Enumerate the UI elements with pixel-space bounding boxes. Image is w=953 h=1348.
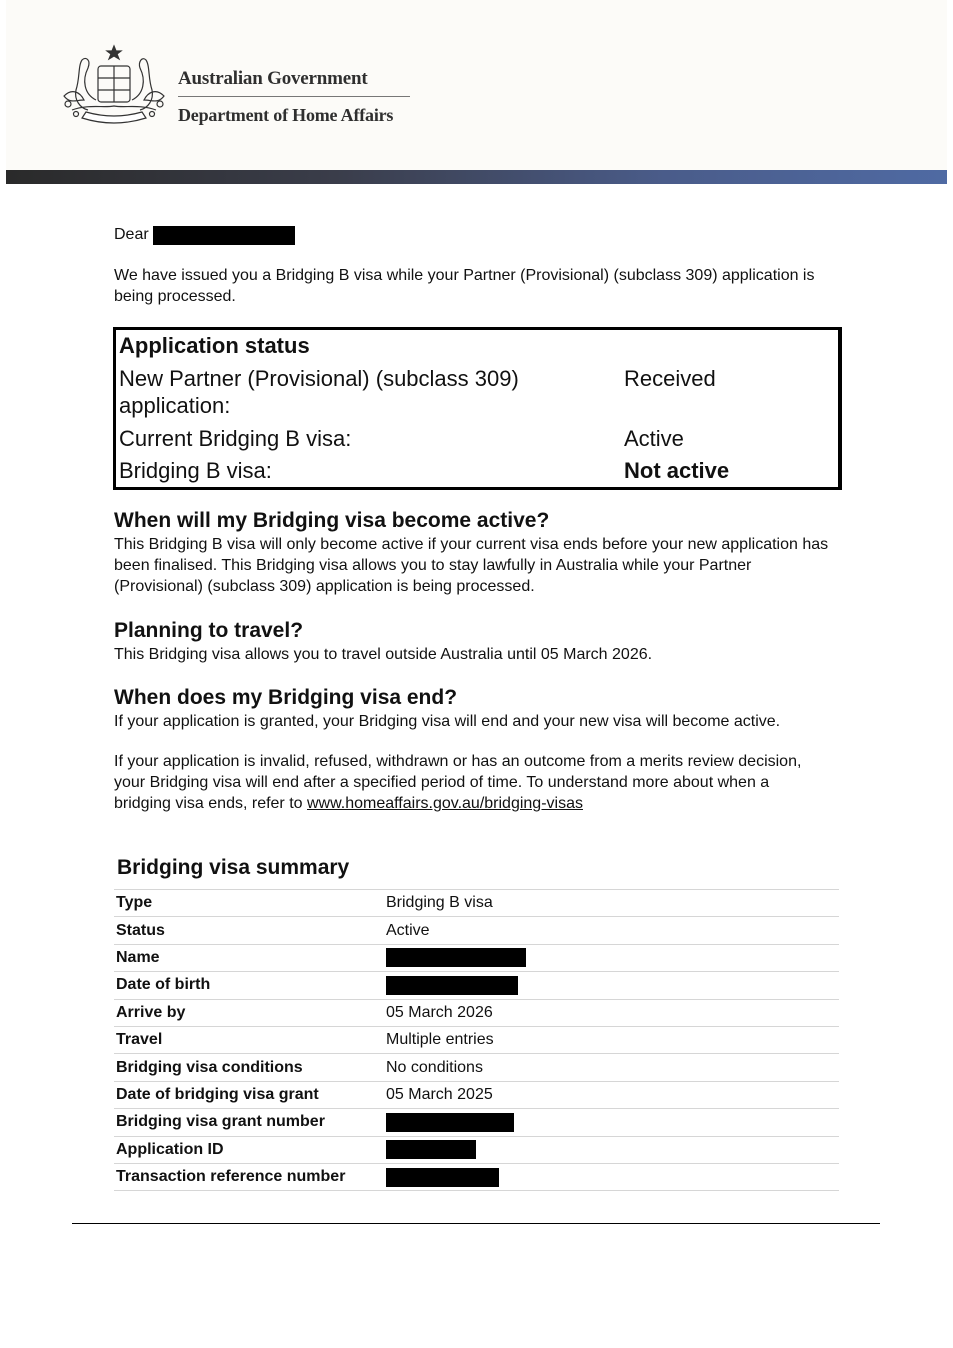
redacted-name: [386, 948, 526, 967]
redacted-date-of-birth: [386, 976, 518, 995]
status-label: Bridging B visa:: [119, 458, 272, 483]
footer-divider: [72, 1223, 880, 1224]
summary-value: Active: [383, 917, 839, 944]
redacted-transaction-reference: [386, 1168, 499, 1187]
header-color-bar: [6, 170, 947, 184]
status-value: Not active: [624, 458, 730, 483]
table-row: [114, 944, 839, 971]
status-title: Application status: [119, 333, 310, 358]
org-divider: [178, 96, 410, 97]
section-visa-end: [114, 685, 814, 814]
summary-key: Application ID: [114, 1136, 383, 1163]
section-heading: Planning to travel?: [114, 619, 304, 642]
summary-key: Transaction reference number: [114, 1163, 383, 1190]
summary-key: Date of bridging visa grant: [114, 1081, 383, 1108]
summary-value: [383, 1163, 839, 1190]
status-value: Active: [624, 426, 684, 451]
table-row: [114, 1109, 839, 1136]
letter-opening: [114, 224, 840, 307]
summary-value: No conditions: [383, 1054, 839, 1081]
summary-value: 05 March 2025: [383, 1081, 839, 1108]
intro-paragraph: We have issued you a Bridging B visa while your Partner (Provisional) (subclass 309) application is being processed.: [114, 267, 815, 305]
table-row: [114, 1136, 839, 1163]
summary-key: Arrive by: [114, 999, 383, 1026]
summary-key: Date of birth: [114, 972, 383, 999]
status-label: Current Bridging B visa:: [119, 426, 352, 451]
summary-key: Status: [114, 917, 383, 944]
table-row: [114, 999, 839, 1026]
summary-value: Bridging B visa: [383, 890, 839, 917]
summary-value: Multiple entries: [383, 1026, 839, 1053]
status-value: Received: [624, 366, 716, 391]
table-row: [114, 1081, 839, 1108]
table-row: [114, 890, 839, 917]
table-row: [114, 1163, 839, 1190]
section-body: [114, 751, 814, 814]
summary-value: [383, 1136, 839, 1163]
summary-key: Travel: [114, 1026, 383, 1053]
department-name: Department of Home Affairs: [178, 105, 394, 125]
redacted-application-id: [386, 1140, 476, 1159]
table-row: [114, 972, 839, 999]
application-status-box: [113, 327, 842, 490]
section-body: This Bridging B visa will only become active if your current visa ends before your new application has been finalised. This Bridging visa allows you to stay lawfully in Australia while your Partner (Provisional) (subclass 309) application is being processed.: [114, 536, 829, 595]
salutation: [114, 224, 840, 246]
section-when-active: [114, 508, 844, 597]
summary-key: Bridging visa grant number: [114, 1109, 383, 1136]
redacted-grant-number: [386, 1113, 514, 1132]
table-row: [114, 1026, 839, 1053]
org-name: Australian Government: [178, 68, 368, 89]
summary-key: Type: [114, 890, 383, 917]
coat-of-arms-icon: [58, 44, 170, 128]
redacted-name: [153, 226, 295, 245]
section-body: If your application is granted, your Bridging visa will end and your new visa will become active.: [114, 713, 781, 730]
summary-key: Bridging visa conditions: [114, 1054, 383, 1081]
summary-value: 05 March 2026: [383, 999, 839, 1026]
salutation-text: Dear: [114, 226, 149, 243]
summary-value: [383, 972, 839, 999]
table-row: [114, 917, 839, 944]
status-label: New Partner (Provisional) (subclass 309) application:: [119, 366, 519, 418]
bridging-visas-link[interactable]: www.homeaffairs.gov.au/bridging-visas: [307, 795, 583, 812]
section-travel: [114, 618, 844, 665]
section-body: This Bridging visa allows you to travel outside Australia until 05 March 2026.: [114, 646, 653, 663]
summary-value: [383, 944, 839, 971]
table-row: [114, 1054, 839, 1081]
summary-value: [383, 1109, 839, 1136]
summary-key: Name: [114, 944, 383, 971]
summary-title: Bridging visa summary: [117, 856, 350, 879]
section-body-text: If your application is invalid, refused, withdrawn or has an outcome from a merits review decision, your Bridging visa will end after a specified period of time. To understand more about when a bridging visa ends, refer to: [114, 753, 802, 812]
section-heading: When does my Bridging visa end?: [114, 686, 458, 709]
section-heading: When will my Bridging visa become active?: [114, 509, 550, 532]
status-row: [119, 365, 835, 421]
summary-table: [114, 889, 839, 1191]
